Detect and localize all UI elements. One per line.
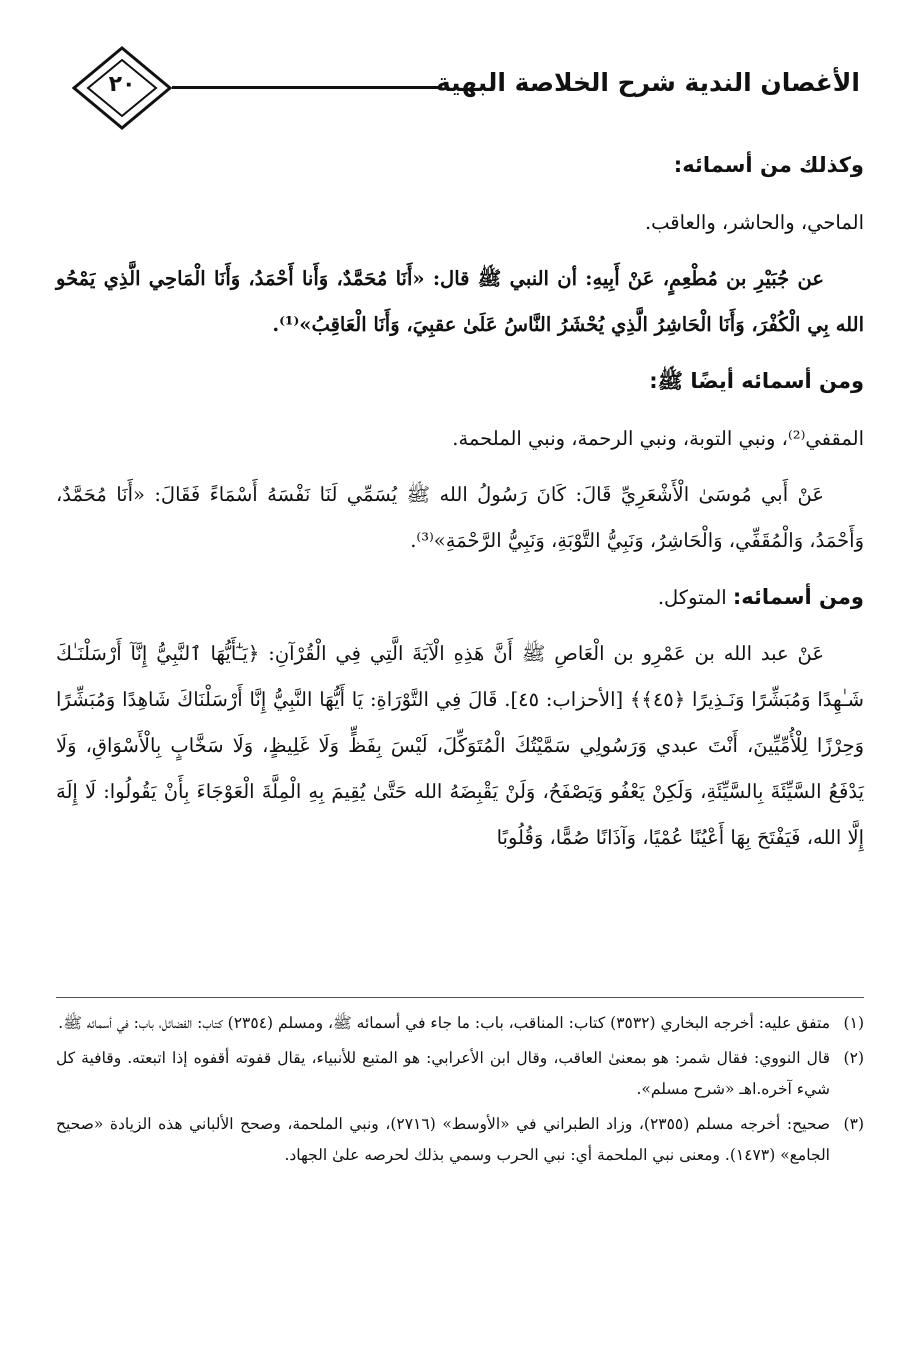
footnote-text: صحيح: أخرجه مسلم (٢٣٥٥)، وزاد الطبراني في «الأوسط» (٢٧١٦)، ونبي الملحمة، وصحح الألباني هذه الزيادة «صحيح الجامع» (١٤٧٣). ومعنى نبي الملحمة أي: نبي الحرب وسمي بذلك لحرصه علىٰ الجهاد. xyxy=(56,1115,830,1164)
section-heading-2: ومن أسمائه أيضًا ﷺ: xyxy=(649,369,864,393)
footnote-2 xyxy=(56,1043,864,1105)
footnote-text: قال النووي: فقال شمر: هو بمعنىٰ العاقب، وقال ابن الأعرابي: هو المتبع للأنبياء، يقال قفوته أقفوه إذا اتبعته. وقافية كل شيء آخره.اهـ «شرح مسلم». xyxy=(56,1049,830,1098)
hadith-abu-musa: عَنْ أَبي مُوسَىٰ الْأَشْعَرِيِّ قَالَ: كَانَ رَسُولُ الله ﷺ يُسَمِّي لَنَا نَفْسَهُ أَسْمَاءً فَقَالَ: «أَنَا مُحَمَّدٌ، وَأَحْمَدُ، وَالْمُقَفِّي، وَالْحَاشِرُ، وَنَبِيُّ التَّوْبَةِ، وَنَبِيُّ الرَّحْمَةِ»⁽³⁾. xyxy=(56,483,864,552)
footnote-number: (٣) xyxy=(843,1115,864,1133)
footnote-separator xyxy=(56,997,864,998)
page-header xyxy=(60,46,860,130)
hadith-jubair: عن جُبَيْرِ بن مُطْعِمٍ، عَنْ أَبِيهِ: أن النبي ﷺ قال: «أَنَا مُحَمَّدٌ، وَأَنا أَحْمَدُ، وَأَنَا الْمَاحِي الَّذِي يَمْحُو الله بِي الْكُفْرَ، وَأَنَا الْحَاشِرُ الَّذِي يُحْشَرُ النَّاسُ عَلَىٰ عقبِيَ، وَأَنَا الْعَاقِبُ»⁽¹⁾. xyxy=(56,267,864,336)
paragraph-names-1: الماحي، والحاشر، والعاقب. xyxy=(644,211,864,234)
header-rule xyxy=(172,86,442,89)
main-text xyxy=(56,142,864,871)
paragraph-names-2: المقفي⁽²⁾، ونبي التوبة، ونبي الرحمة، ونبي الملحمة. xyxy=(452,427,864,450)
running-title: الأغصان الندية شرح الخلاصة البهية xyxy=(435,68,860,97)
footnote-text: متفق عليه: أخرجه البخاري (٣٥٣٢) كتاب: المناقب، باب: ما جاء في أسمائه ﷺ، ومسلم (٢٣٥٤) كتاب: الفضائل، باب: في أسمائه ﷺ. xyxy=(58,1014,830,1032)
heading-3-rest: المتوكل. xyxy=(657,586,733,609)
section-heading-3 xyxy=(56,574,864,621)
heading-3-bold: ومن أسمائه: xyxy=(732,585,864,609)
footnotes xyxy=(56,1008,864,1175)
footnote-1 xyxy=(56,1008,864,1039)
footnote-number: (١) xyxy=(843,1014,864,1032)
section-heading-1: وكذلك من أسمائه: xyxy=(673,153,864,177)
footnote-3 xyxy=(56,1109,864,1171)
hadith-abdullah-bin-amr: عَنْ عبد الله بن عَمْرِو بن الْعَاصِ ﷺ أَنَّ هَذِهِ الْآيَةَ الَّتِي فِي الْقُرْآنِ: ﴿يَـٰٓأَيُّهَا ٱلنَّبِيُّ إِنَّآ أَرْسَلْنَـٰكَ شَـٰهِدًا وَمُبَشِّرًا وَنَـذِيرًا ﴿٤٥﴾﴾ [الأحزاب: ٤٥]. قَالَ فِي التَّوْرَاةِ: يَا أَيُّهَا النَّبِيُّ إِنَّا أَرْسَلْنَاكَ شَاهِدًا وَمُبَشِّرًا وَحِرْزًا لِلْأُمِّيِّينَ، أَنْتَ عبدي وَرَسُولِي سَمَّيْتُكَ الْمُتَوَكِّلَ، لَيْسَ بِفَظٍّ وَلَا غَلِيظٍ، وَلَا سَخَّابٍ بِالْأَسْوَاقِ، وَلَا يَدْفَعُ السَّيِّئَةَ بِالسَّيِّئَةِ، وَلَكِنْ يَعْفُو وَيَصْفَحُ، وَلَنْ يَقْبِضَهُ الله حَتَّىٰ يُقِيمَ بِهِ الْمِلَّةَ الْعَوْجَاءَ بِأَنْ يَقُولُوا: لَا إِلَهَ إِلَّا الله، فَيَفْتَحَ بِهَا أَعْيُنًا عُمْيًا، وَآذَانًا صُمًّا، وَقُلُوبًا xyxy=(56,642,865,849)
page-number: ٢٠ xyxy=(108,72,136,97)
footnote-number: (٢) xyxy=(843,1049,864,1067)
